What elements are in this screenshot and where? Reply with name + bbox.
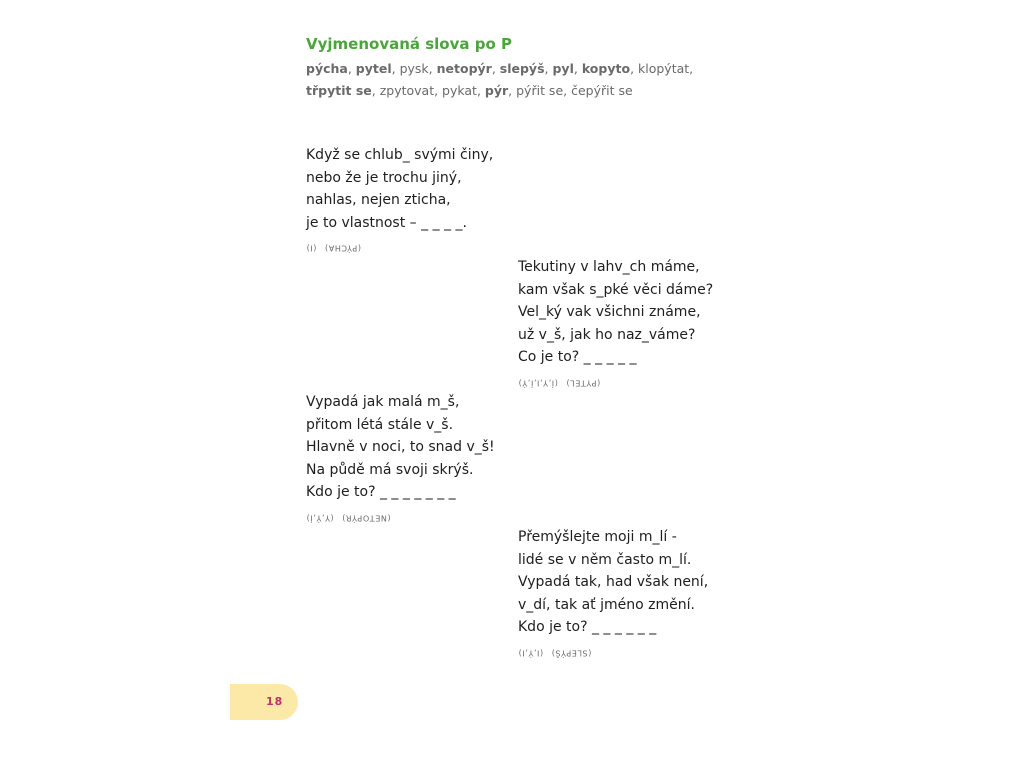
answer-word: (PÝCHA) (324, 243, 362, 253)
highlighted-word: pyl (552, 61, 574, 76)
riddle-line: už v_š, jak ho naz_váme? (518, 326, 696, 343)
word-text: , pýřit se, čepýřit se (508, 83, 633, 98)
riddle-netopyr (306, 391, 495, 528)
highlighted-word: třpytit se (306, 83, 372, 98)
page-number: 18 (266, 695, 284, 708)
upside-down-answer (306, 236, 361, 259)
riddle-pycha (306, 144, 493, 259)
riddle-line: kam však s_pké věci dáme? (518, 281, 714, 298)
riddle-pytel (518, 256, 713, 393)
riddle-line: přitom létá stále v_š. (306, 416, 454, 433)
riddle-line: Tekutiny v lahv_ch máme, (518, 259, 700, 275)
highlighted-word: pytel (355, 61, 392, 76)
word-list-line (306, 58, 726, 80)
highlighted-word: slepýš (499, 61, 545, 76)
page-number-tab (230, 684, 298, 720)
word-text: , (347, 61, 356, 76)
answer-word: (NETOPÝR) (341, 513, 391, 522)
riddle-line: nahlas, nejen zticha, (306, 192, 451, 208)
word-list-line (306, 80, 726, 102)
word-text: , (544, 61, 553, 76)
answer-word: (SLEPÝŠ) (551, 648, 592, 657)
riddle-line: Vypadá jak malá m_š, (306, 394, 460, 410)
word-text: , (491, 61, 500, 76)
answer-letters: (I,Ý,I) (518, 648, 544, 657)
upside-down-answer (518, 641, 591, 664)
word-text: , klopýtat, (630, 61, 694, 76)
vocabulary-header (306, 34, 726, 102)
answer-letters: (Í,Y,I,Í,Ý) (518, 378, 558, 387)
riddle-line: Hlavně v noci, to snad v_š! (306, 439, 495, 455)
riddle-line: Na půdě má svoji skrýš. (306, 461, 474, 478)
upside-down-answer (518, 371, 600, 394)
highlighted-word: pýr (484, 83, 509, 98)
word-text: , zpytovat, pykat, (371, 83, 485, 98)
riddle-line: Kdo je to? _ _ _ _ _ _ (518, 619, 657, 635)
section-title: Vyjmenovaná slova po P (306, 35, 512, 53)
word-list (306, 58, 726, 102)
highlighted-word: kopyto (581, 61, 631, 76)
riddle-line: je to vlastnost – _ _ _ _. (306, 214, 467, 231)
riddle-line: Vypadá tak, had však není, (518, 574, 709, 590)
riddle-line: lidé se v něm často m_lí. (518, 551, 692, 568)
answer-word: (PYTEL) (565, 378, 601, 387)
highlighted-word: netopýr (436, 61, 492, 76)
riddle-line: Vel_ký vak všichni známe, (518, 304, 701, 320)
answer-letters: (I) (306, 243, 317, 253)
riddle-line: Přemýšlejte moji m_lí - (518, 529, 677, 545)
riddle-line: Co je to? _ _ _ _ _ (518, 349, 637, 365)
word-text: , pysk, (391, 61, 437, 76)
word-text: , (573, 61, 582, 76)
riddle-line: v_dí, tak ať jméno změní. (518, 596, 695, 613)
riddle-line: Kdo je to? _ _ _ _ _ _ _ (306, 484, 456, 500)
riddle-line: nebo že je trochu jiný, (306, 169, 462, 186)
answer-letters: (Y,Ý,Í) (306, 513, 334, 522)
highlighted-word: pýcha (306, 61, 348, 76)
upside-down-answer (306, 506, 391, 529)
riddle-line: Když se chlub_ svými činy, (306, 147, 494, 163)
riddle-slepys (518, 526, 708, 663)
